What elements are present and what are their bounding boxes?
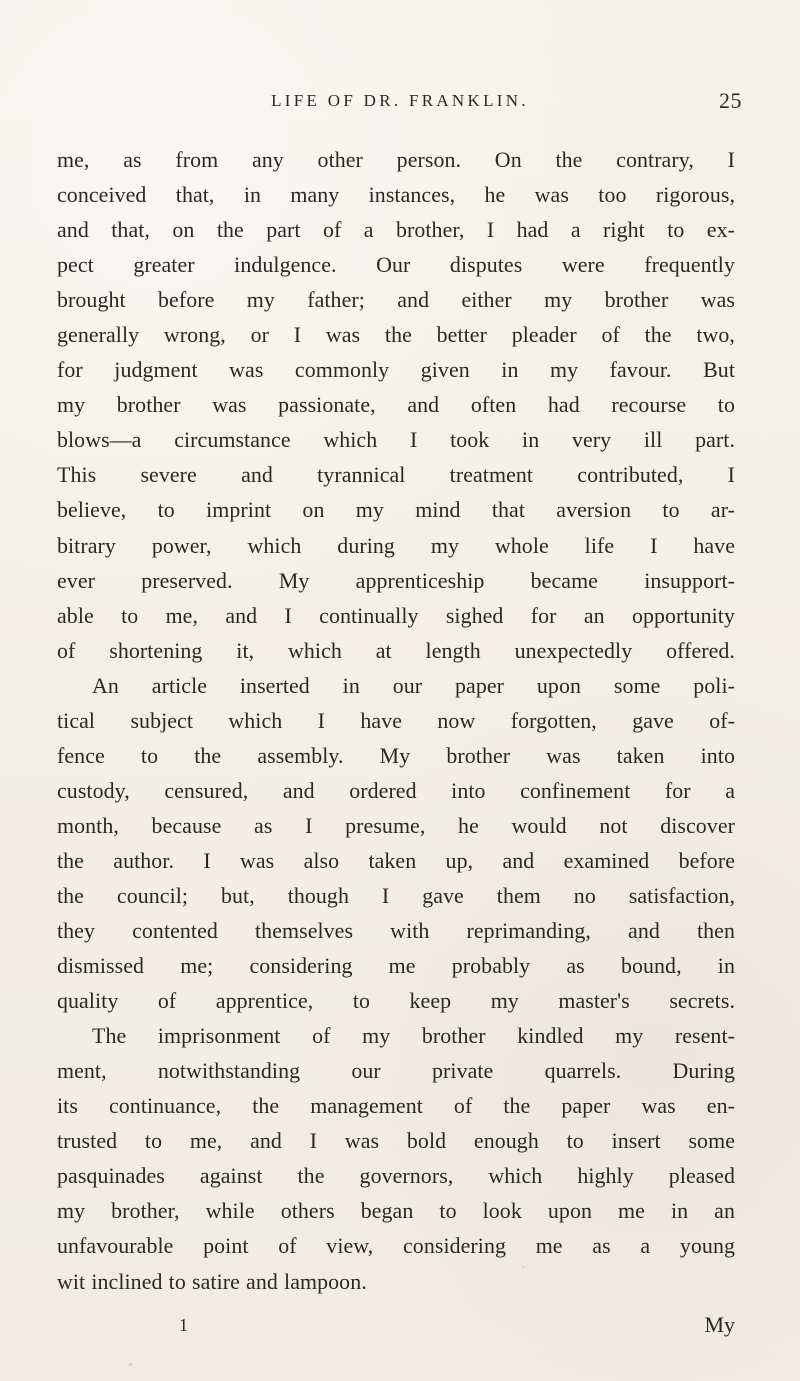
body-line: An article inserted in our paper upon some poli- xyxy=(92,672,735,698)
body-line: able to me, and I continually sighed for an opportunity xyxy=(57,602,735,628)
signature-mark: 1 xyxy=(179,1315,188,1335)
page-number: 25 xyxy=(719,88,742,113)
body-line: brought before my father; and either my brother was xyxy=(57,287,735,313)
body-line: trusted to me, and I was bold enough to insert some xyxy=(57,1128,735,1154)
body-line: the council; but, though I gave them no satisfaction, xyxy=(57,882,735,908)
body-line: month, because as I presume, he would not discover xyxy=(57,812,735,838)
body-line: for judgment was commonly given in my favour. But xyxy=(57,357,735,383)
page-footer xyxy=(57,1309,735,1341)
body-line: conceived that, in many instances, he was too rigorous, xyxy=(57,182,735,208)
paper-speck xyxy=(636,938,640,942)
body-line: quality of apprentice, to keep my master's secrets. xyxy=(57,988,735,1014)
body-line: blows—a circumstance which I took in very ill part. xyxy=(57,427,735,453)
body-line: me, as from any other person. On the contrary, I xyxy=(57,147,735,172)
paper-speck xyxy=(129,1363,132,1366)
body-line: pect greater indulgence. Our disputes were frequently xyxy=(57,252,735,278)
body-line: wit inclined to satire and lampoon. xyxy=(57,1268,367,1294)
body-line: ment, notwithstanding our private quarrels. During xyxy=(57,1058,735,1084)
body-line: believe, to imprint on my mind that aversion to ar- xyxy=(57,497,735,523)
body-line: of shortening it, which at length unexpectedly offered. xyxy=(57,637,735,663)
body-line: This severe and tyrannical treatment contributed, I xyxy=(57,462,735,488)
body-line: unfavourable point of view, considering me as a young xyxy=(57,1233,735,1259)
body-line: custody, censured, and ordered into confinement for a xyxy=(57,777,735,803)
body-line: fence to the assembly. My brother was taken into xyxy=(57,742,735,768)
body-text xyxy=(57,142,735,1299)
body-line: ever preserved. My apprenticeship became insupport- xyxy=(57,567,735,593)
body-line: its continuance, the management of the paper was en- xyxy=(57,1093,735,1119)
body-line: they contented themselves with reprimanding, and then xyxy=(57,918,735,944)
body-line: bitrary power, which during my whole life I have xyxy=(57,532,735,558)
body-line: dismissed me; considering me probably as bound, in xyxy=(57,953,735,979)
body-line: tical subject which I have now forgotten, gave of- xyxy=(57,707,735,733)
body-line: the author. I was also taken up, and examined before xyxy=(57,847,735,873)
body-line: pasquinades against the governors, which highly pleased xyxy=(57,1163,735,1189)
running-head xyxy=(0,88,800,114)
body-line: The imprisonment of my brother kindled my resent- xyxy=(92,1023,735,1049)
body-line: my brother, while others began to look upon me in an xyxy=(57,1198,735,1224)
paper-speck xyxy=(522,1266,524,1268)
body-line: generally wrong, or I was the better pleader of the two, xyxy=(57,322,735,348)
catchword: My xyxy=(704,1312,735,1337)
body-line: my brother was passionate, and often had recourse to xyxy=(57,392,735,418)
body-line: and that, on the part of a brother, I had a right to ex- xyxy=(57,217,735,243)
running-head-title: LIFE OF DR. FRANKLIN. xyxy=(271,91,529,110)
